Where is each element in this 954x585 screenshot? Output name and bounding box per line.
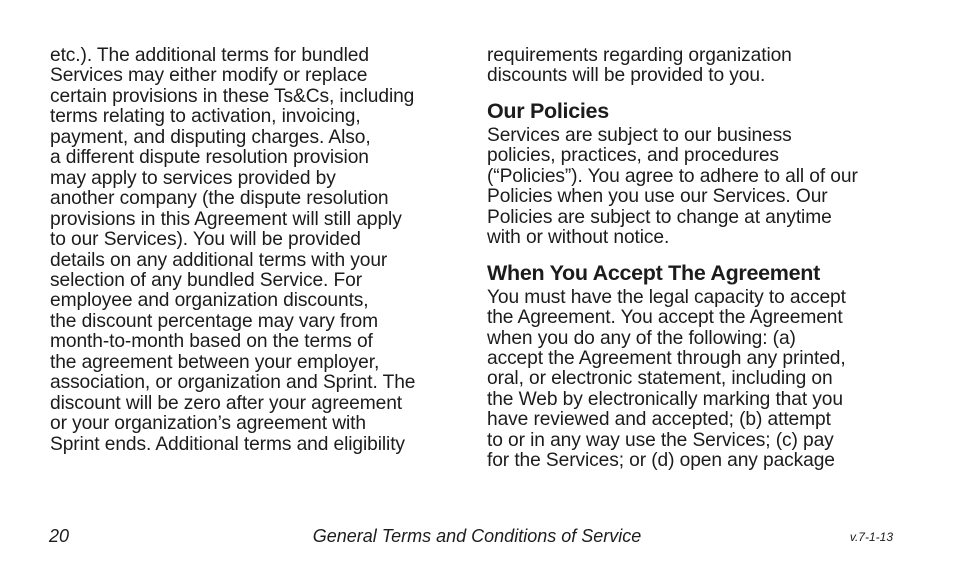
section-our-policies	[487, 98, 902, 249]
intro-paragraph	[487, 46, 902, 87]
text-line: month-to-month based on the terms of	[50, 331, 373, 353]
text-line: the discount percentage may vary from	[50, 310, 378, 332]
text-line: discounts will be provided to you.	[487, 65, 766, 87]
text-line: may apply to services provided by	[50, 167, 336, 189]
right-column	[487, 46, 902, 472]
text-line: Policies when you use our Services. Our	[487, 186, 828, 208]
text-line: employee and organization discounts,	[50, 290, 369, 312]
text-line: selection of any bundled Service. For	[50, 269, 363, 291]
text-line: provisions in this Agreement will still apply	[50, 208, 402, 230]
text-line: for the Services; or (d) open any package	[487, 450, 835, 472]
text-line: Services are subject to our business	[487, 124, 792, 146]
document-title: General Terms and Conditions of Service	[312, 526, 642, 546]
text-line: to our Services). You will be provided	[50, 229, 361, 251]
left-paragraph	[50, 46, 460, 455]
section-paragraph	[487, 288, 902, 472]
text-line: etc.). The additional terms for bundled	[50, 45, 369, 66]
version-label: v.7-1-13	[849, 530, 893, 544]
text-line: Services may either modify or replace	[50, 65, 368, 87]
text-line: oral, or electronic statement, including on	[487, 368, 833, 390]
page-number: 20	[49, 526, 70, 546]
text-line: the Agreement. You accept the Agreement	[487, 307, 843, 329]
text-line: terms relating to activation, invoicing,	[50, 106, 361, 128]
text-line: details on any additional terms with your	[50, 249, 388, 271]
text-line: or your organization’s agreement with	[50, 413, 366, 435]
text-line: the agreement between your employer,	[50, 351, 380, 373]
text-line: to or in any way use the Services; (c) pay	[487, 429, 834, 451]
page-footer	[0, 524, 954, 548]
text-line: (“Policies”). You agree to adhere to all of our	[487, 165, 858, 187]
text-line: with or without notice.	[487, 227, 670, 249]
text-line: payment, and disputing charges. Also,	[50, 126, 371, 148]
text-line: when you do any of the following: (a)	[487, 327, 796, 349]
left-column	[50, 46, 460, 455]
text-line: Sprint ends. Additional terms and eligibility	[50, 433, 405, 455]
text-line: a different dispute resolution provision	[50, 147, 369, 169]
text-line: accept the Agreement through any printed,	[487, 347, 846, 369]
section-heading: When You Accept The Agreement	[487, 260, 820, 285]
text-line: requirements regarding organization	[487, 45, 792, 66]
text-line: certain provisions in these Ts&Cs, including	[50, 85, 415, 107]
section-heading: Our Policies	[487, 98, 609, 123]
text-line: another company (the dispute resolution	[50, 188, 389, 210]
text-line: Policies are subject to change at anytime	[487, 206, 832, 228]
section-paragraph	[487, 126, 902, 249]
text-line: the Web by electronically marking that you	[487, 388, 843, 410]
text-line: You must have the legal capacity to accept	[487, 286, 846, 308]
text-line: discount will be zero after your agreement	[50, 392, 403, 414]
text-line: have reviewed and accepted; (b) attempt	[487, 409, 831, 431]
section-when-you-accept	[487, 260, 902, 472]
text-line: policies, practices, and procedures	[487, 145, 779, 167]
text-line: association, or organization and Sprint. The	[50, 372, 416, 394]
